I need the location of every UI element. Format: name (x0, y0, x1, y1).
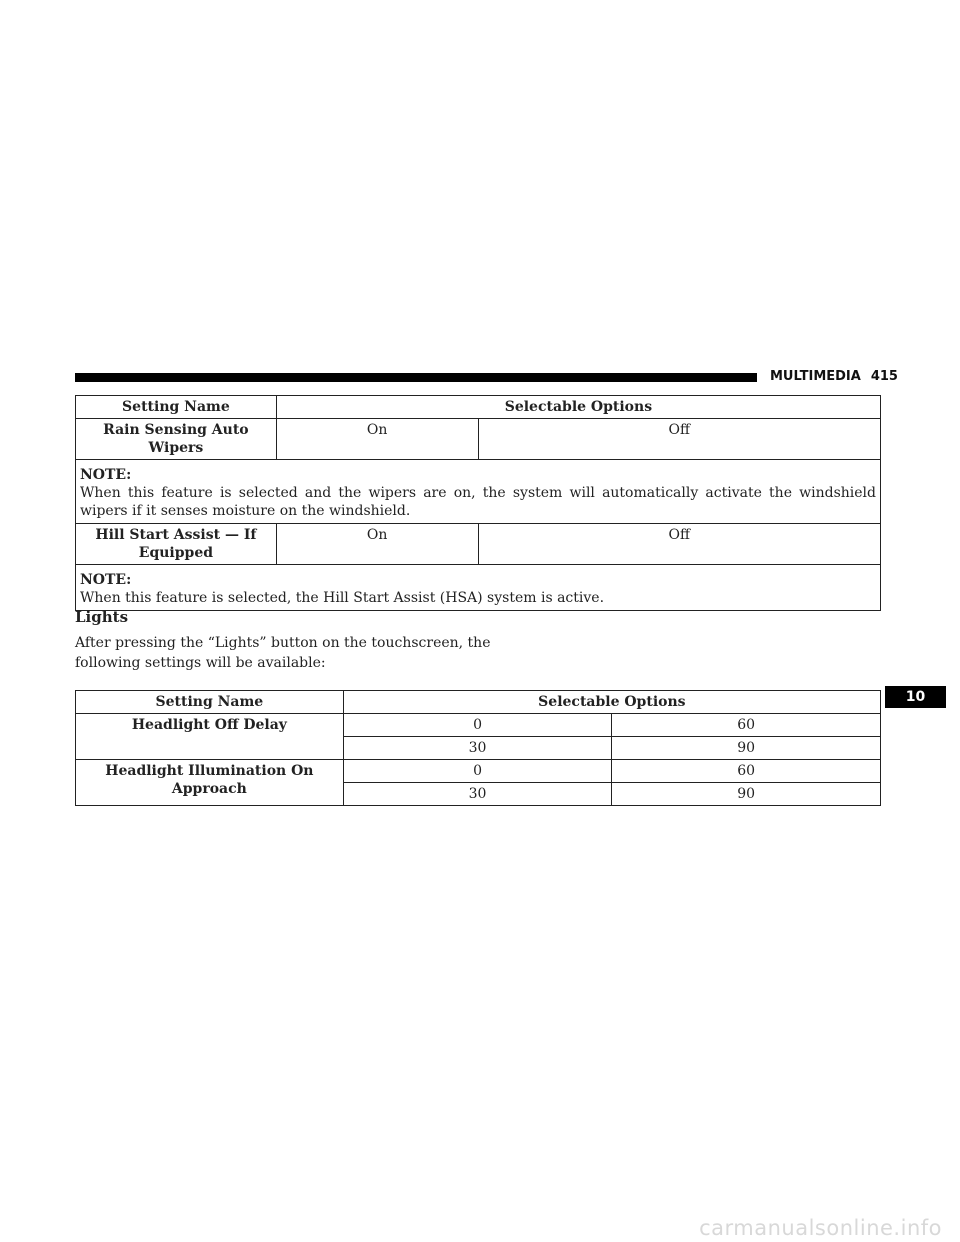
note-row (76, 565, 881, 611)
header-rule (75, 373, 757, 382)
setting-name-cell: Headlight Off Delay (76, 714, 344, 760)
table-row (76, 760, 881, 783)
running-header (770, 369, 898, 385)
column-header-setting-name: Setting Name (76, 396, 277, 419)
lights-settings-table (75, 690, 881, 806)
column-header-setting-name: Setting Name (76, 691, 344, 714)
table-row (76, 524, 881, 565)
note-text: When this feature is selected, the Hill Start Assist (HSA) system is active. (80, 590, 605, 606)
option-cell: 0 (343, 760, 612, 783)
note-text: When this feature is selected and the wipers are on, the system will automatically activate the windshield wipers if it senses moisture on the windshield. (80, 485, 876, 519)
setting-name-cell: Headlight Illumination On Approach (76, 760, 344, 806)
page-number: 415 (870, 369, 898, 384)
option-cell: 90 (612, 783, 881, 806)
option-cell: 30 (343, 737, 612, 760)
option-cell: On (276, 419, 478, 460)
watermark: carmanualsonline.info (699, 1216, 942, 1240)
note-row (76, 460, 881, 524)
option-cell: 0 (343, 714, 612, 737)
table-row (76, 714, 881, 737)
table-header-row (76, 396, 881, 419)
option-cell: 60 (612, 714, 881, 737)
option-cell: 60 (612, 760, 881, 783)
option-cell: Off (478, 419, 880, 460)
setting-name-cell: Rain Sensing Auto Wipers (76, 419, 277, 460)
note-cell (76, 565, 881, 611)
intro-paragraph: After pressing the “Lights” button on the touchscreen, the following settings will be available: (75, 635, 491, 671)
chapter-tab: 10 (885, 686, 946, 708)
section-heading: Lights (75, 608, 129, 626)
wipers-settings-table (75, 395, 881, 611)
column-header-selectable-options: Selectable Options (276, 396, 880, 419)
note-label: NOTE: (80, 467, 132, 483)
section-title: MULTIMEDIA (770, 369, 861, 384)
option-cell: On (276, 524, 478, 565)
note-label: NOTE: (80, 572, 132, 588)
setting-name-cell: Hill Start Assist — If Equipped (76, 524, 277, 565)
note-cell (76, 460, 881, 524)
table-header-row (76, 691, 881, 714)
option-cell: 30 (343, 783, 612, 806)
option-cell: 90 (612, 737, 881, 760)
table-row (76, 419, 881, 460)
option-cell: Off (478, 524, 880, 565)
column-header-selectable-options: Selectable Options (343, 691, 880, 714)
